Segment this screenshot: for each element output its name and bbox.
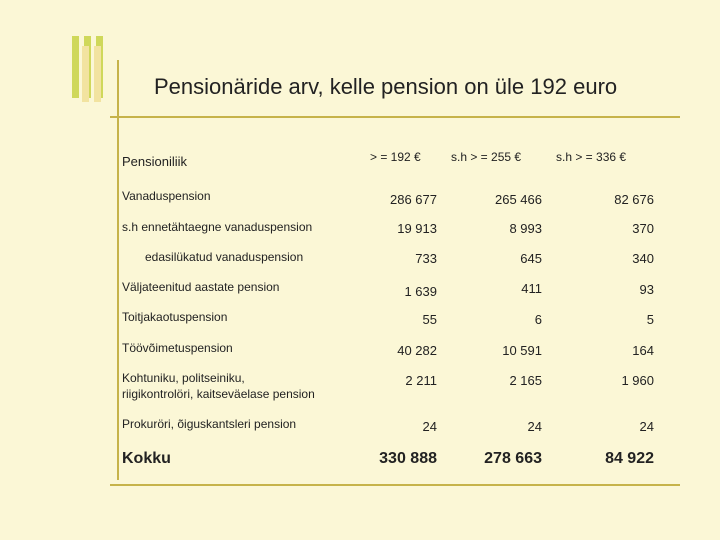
cell-col1: 40 282: [397, 343, 437, 358]
cell-col1: 2 211: [405, 373, 437, 388]
row-label: Töövõimetuspension: [122, 341, 233, 355]
cell-col3: 5: [646, 312, 654, 327]
cell-col2: 411: [521, 281, 542, 296]
deco-bar-1: [72, 36, 79, 98]
row-label-line-1: Kohtuniku, politseiniku,: [122, 371, 245, 385]
deco-bar-5: [94, 46, 101, 102]
row-label: Väljateenitud aastate pension: [122, 280, 280, 294]
cell-col1: 19 913: [397, 221, 437, 236]
col-header-3: s.h > = 336 €: [556, 150, 627, 164]
total-col1: 330 888: [379, 450, 437, 467]
total-col3: 84 922: [605, 450, 654, 467]
title-vertical-rule: [117, 60, 119, 480]
row-header: Pensioniliik: [122, 154, 188, 169]
cell-col2: 10 591: [502, 343, 542, 358]
cell-col3: 370: [632, 221, 654, 236]
bottom-rule: [110, 484, 680, 486]
row-label-line-2: riigikontrolöri, kaitseväelase pension: [122, 387, 315, 401]
cell-col3: 24: [639, 419, 654, 434]
cell-col2: 265 466: [495, 192, 542, 207]
cell-col2: 24: [527, 419, 542, 434]
total-label: Kokku: [122, 450, 171, 467]
title-horizontal-rule: [110, 116, 680, 118]
page-title: Pensionäride arv, kelle pension on üle 192 euro: [154, 74, 618, 99]
cell-col2: 6: [534, 312, 542, 327]
cell-col3: 164: [632, 343, 654, 358]
decorative-squares: [60, 30, 120, 110]
cell-col1: 24: [422, 419, 437, 434]
cell-col1: 1 639: [404, 284, 437, 299]
cell-col2: 8 993: [509, 221, 542, 236]
deco-bar-4: [82, 46, 89, 102]
cell-col2: 2 165: [509, 373, 542, 388]
row-label: Vanaduspension: [122, 189, 211, 203]
cell-col3: 82 676: [614, 192, 654, 207]
row-label: s.h ennetähtaegne vanaduspension: [122, 220, 313, 234]
total-col2: 278 663: [484, 450, 542, 467]
row-label: Toitjakaotuspension: [122, 310, 228, 324]
cell-col1: 55: [422, 312, 437, 327]
cell-col3: 1 960: [621, 373, 654, 388]
col-header-1: > = 192 €: [370, 150, 421, 164]
row-label: Prokuröri, õiguskantsleri pension: [122, 417, 297, 431]
cell-col3: 340: [632, 251, 654, 266]
cell-col1: 733: [415, 251, 437, 266]
col-header-2: s.h > = 255 €: [451, 150, 522, 164]
row-label: edasilükatud vanaduspension: [145, 250, 304, 264]
cell-col2: 645: [520, 251, 542, 266]
cell-col3: 93: [639, 282, 654, 297]
cell-col1: 286 677: [390, 192, 437, 207]
